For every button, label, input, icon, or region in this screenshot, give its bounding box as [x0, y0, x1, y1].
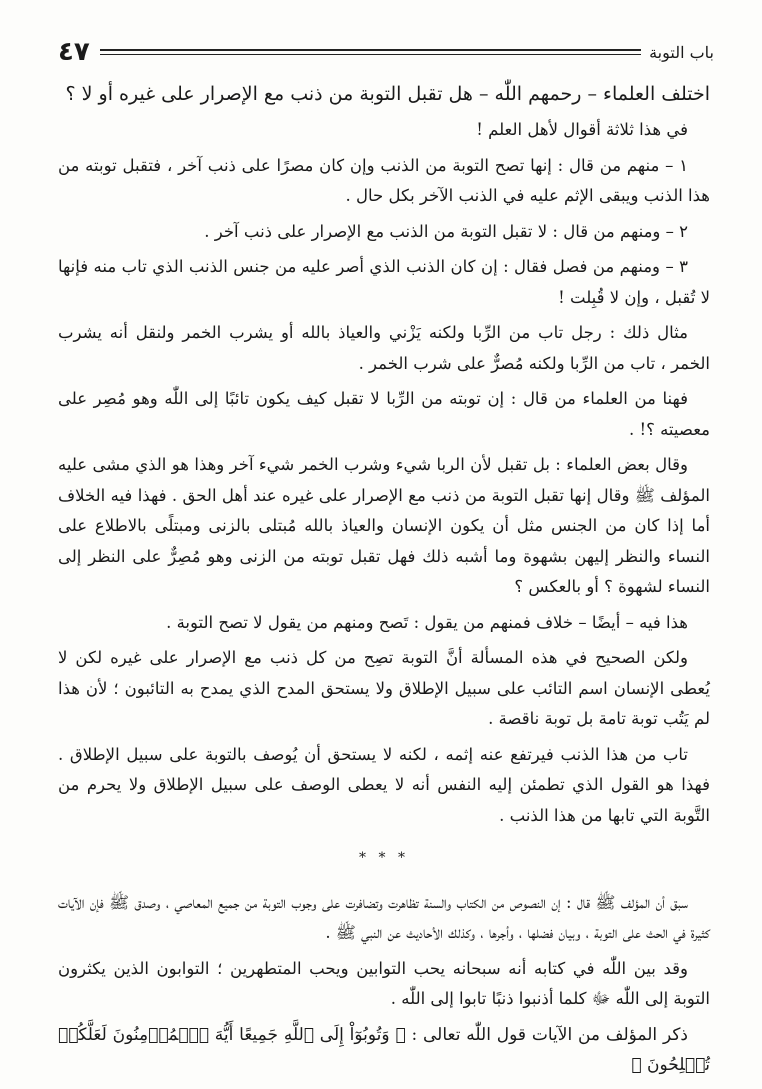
page-number: ٤٧ — [58, 37, 90, 67]
header-rule — [100, 49, 641, 55]
paragraph: هذا فيه – أيضًا – خلاف فمنهم من يقول : تَصح ومنهم من يقول لا تصح التوبة . — [166, 612, 688, 632]
page-body — [58, 78, 710, 1086]
section-separator: * * * — [359, 850, 409, 866]
question-heading: اختلف العلماء – رحمهم اللّٰه – هل تقبل التوبة من ذنب مع الإصرار على غيره أو لا ؟ — [65, 83, 710, 105]
paragraph: وقال بعض العلماء : بل تقبل لأن الربا شيء وشرب الخمر شيء آخر وهذا هو الذي مشى عليه المؤلف ﷺ وقال إنها تقبل التوبة من ذنب مع الإصرار على غيره عند أهل الحق . فهذا فيه الخلاف أما إذا كان من الجنس مثل أن يكون الإنسان والعياذ بالله مُبتلى بالزنى ومبتلًى بالاطلاع على النساء والنظر إليهن بشهوة وما أشبه ذلك فهل تقبل توبته من الزنى وهو مُصِرٌّ على النظر إلى النساء لشهوة ؟ أو بالعكس ؟ — [58, 455, 710, 596]
paragraph: ٣ – ومنهم من فصل فقال : إن كان الذنب الذي أصر عليه من جنس الذنب الذي تاب منه فإنها لا تُقبل ، وإن لا قُبِلت ! — [58, 257, 710, 307]
paragraph: ١ – منهم من قال : إنها تصح التوبة من الذنب وإن كان مصرًا على ذنب آخر ، فتقبل توبته من هذا الذنب ويبقى الإثم عليه في الذنب الآخر بكل حال . — [58, 155, 710, 205]
page-header — [58, 38, 714, 66]
quran-verse-paragraph: ذكر المؤلف من الآيات قول اللّٰه تعالى : ﴿ وَتُوبُوٓاْ إِلَى ٱللَّهِ جَمِيعًا أَيُّهَ ٱلۡمُؤۡمِنُونَ لَعَلَّكُمۡ تُفۡلِحُونَ ﴾ — [58, 1024, 710, 1075]
paragraph: ولكن الصحيح في هذه المسألة أنَّ التوبة تصِح من كل ذنب مع الإصرار على غيره لكن لا يُعطى الإنسان اسم التائب على سبيل الإطلاق ولا يستحق المدح الذي يمدح به التائبون ؛ لأن هذا لم يَتُب توبة تامة بل توبة ناقصة . — [58, 648, 710, 728]
paragraph: تاب من هذا الذنب فيرتفع عنه إثمه ، لكنه لا يستحق أن يُوصف بالتوبة على سبيل الإطلاق . فهذا هو القول الذي تطمئن إليه النفس أنه لا يعطى الوصف على سبيل الإطلاق ولا يحرم من التَّوبة التي تابها من هذا الذنب . — [58, 744, 710, 825]
paragraph: فهنا من العلماء من قال : إن توبته من الرِّبا لا تقبل كيف يكون تائبًا إلى اللّٰه وهو مُصِر على معصيته ؟! . — [58, 389, 710, 439]
paragraph: سبق أن المؤلف ﷺ قال : إن النصوص من الكتاب والسنة تظاهرت وتضافرت على وجوب التوبة من جميع المعاصي ، وصدق ﷺ فإن الآيات كثيرة في الحث على التوبة ، وبيان فضلها ، وأجرها ، وكذلك الأحاديث عن النبي ﷺ . — [58, 892, 710, 942]
paragraph: مثال ذلك : رجل تاب من الرِّبا ولكنه يَزْني والعياذ بالله أو يشرب الخمر ولنقل أنه يشرب الخمر ، تاب من الرِّبا ولكنه مُصرٌّ على شرب الخمر . — [58, 323, 710, 373]
chapter-title: باب التوبة — [649, 42, 714, 62]
paragraph: وقد بين اللّٰه في كتابه أنه سبحانه يحب التوابين ويحب المتطهرين ؛ التوابون الذين يكثرون التوبة إلى اللّٰه ﷻ كلما أذنبوا ذنبًا تابوا إلى اللّٰه . — [58, 958, 710, 1008]
question-subheading: في هذا ثلاثة أقوال لأهل العلم ! — [476, 120, 688, 139]
paragraph: ٢ – ومنهم من قال : لا تقبل التوبة من الذنب مع الإصرار على ذنب آخر . — [204, 221, 688, 241]
